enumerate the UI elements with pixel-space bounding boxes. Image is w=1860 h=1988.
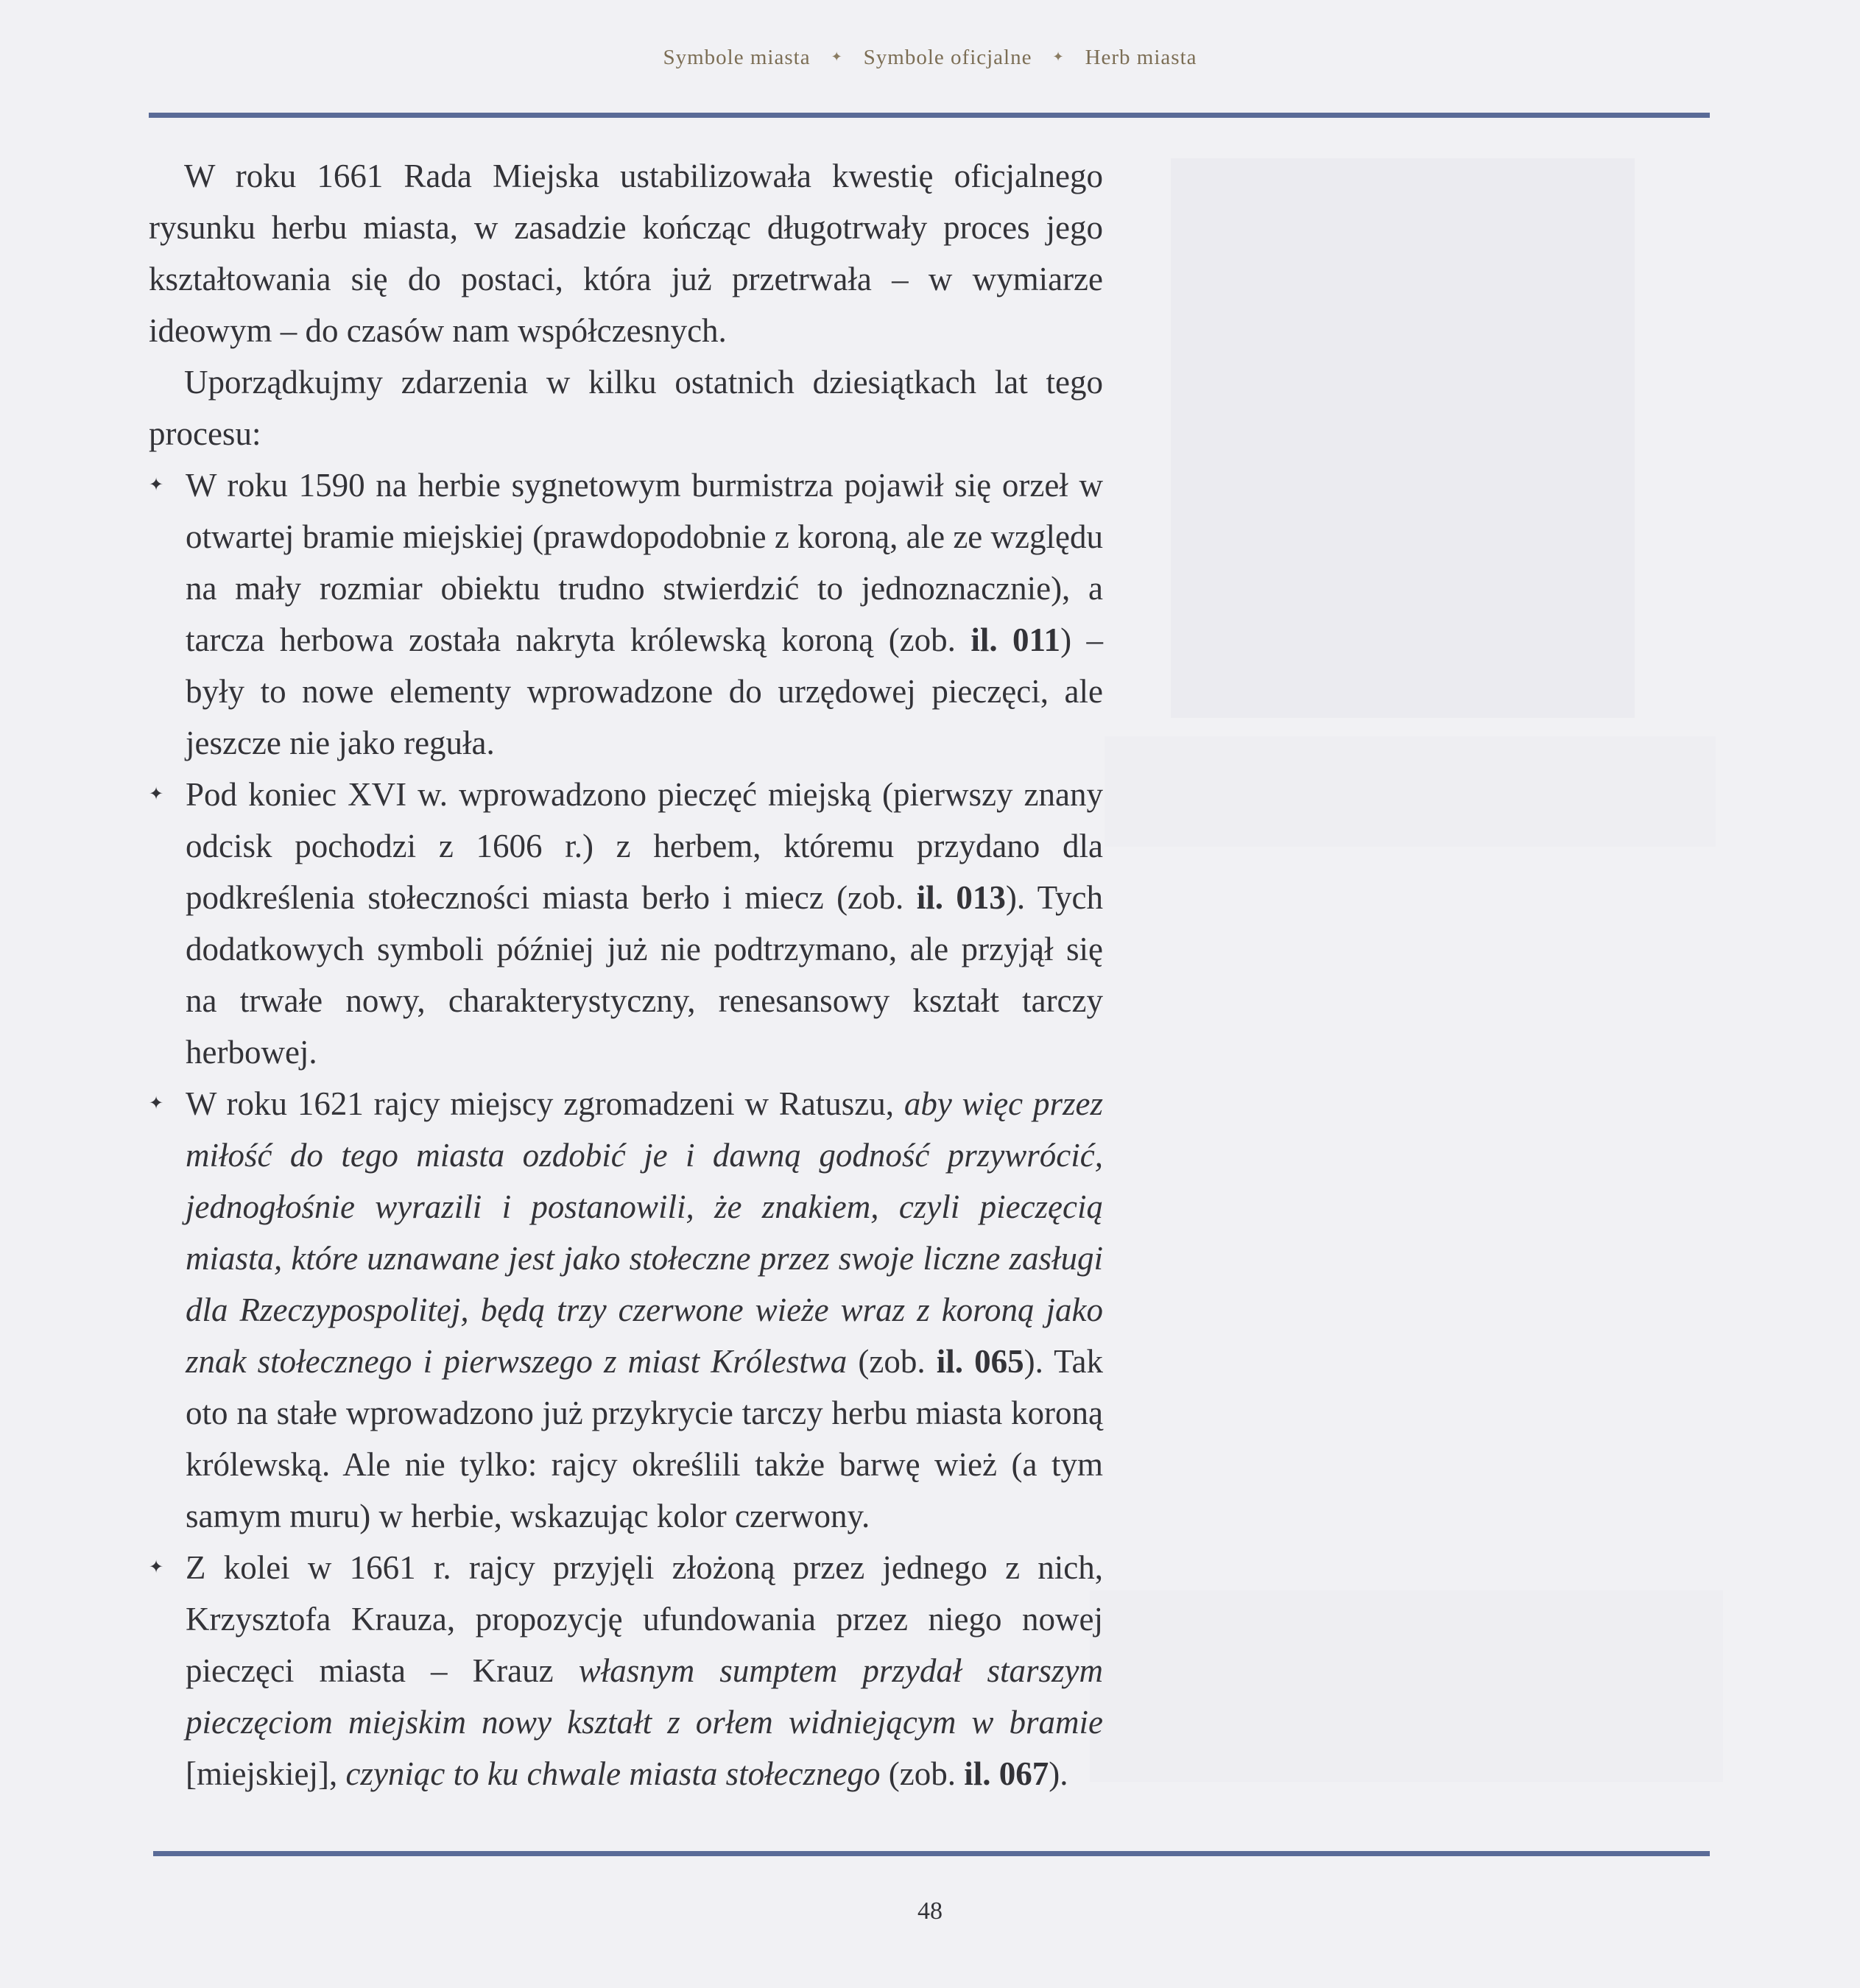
list-item-text: ). [1049, 1755, 1068, 1792]
header-section-symbole-oficjalne: Symbole oficjalne [863, 46, 1032, 69]
main-text [149, 150, 1103, 1800]
header-separator: ✦ [1052, 49, 1065, 64]
list-item-text: W roku 1621 rajcy miejscy zgromadzeni w Ratuszu, [186, 1085, 904, 1122]
list-item-text: W roku 1590 na herbie sygnetowym burmistrza pojawił się orzeł w otwartej bramie miejskiej (prawdopodobnie z koroną, ale ze względu na mały rozmiar obiektu trudno stwierdzić to jednoznacznie), a tarcza herbowa została nakryta królewską koroną (zob. [186, 467, 1103, 658]
footer-rule [153, 1851, 1710, 1856]
list-item-text: (zob. [847, 1343, 937, 1380]
background-caption-shadow-lower [1090, 1590, 1723, 1782]
header-section-herb-miasta: Herb miasta [1085, 46, 1197, 69]
header-separator: ✦ [831, 49, 843, 64]
figure-reference: il. 013 [916, 879, 1006, 916]
bullet-icon: ✦ [149, 476, 164, 495]
figure-reference: il. 065 [936, 1343, 1024, 1380]
quotation: własnym sumptem przydał starszym pieczęciom miejskim nowy kształt z orłem widniejącym w bramie [186, 1652, 1104, 1741]
list-item-text: [miejskiej], [186, 1755, 346, 1792]
bullet-icon: ✦ [149, 1094, 164, 1113]
bullet-icon: ✦ [149, 785, 164, 804]
list-item [149, 1078, 1103, 1542]
bullet-icon: ✦ [149, 1558, 164, 1577]
paragraph: W roku 1661 Rada Miejska ustabilizowała kwestię oficjalnego rysunku herbu miasta, w zasadzie kończąc długotrwały proces jego kształtowania się do postaci, która już przetrwała – w wymiarze ideowym – do czasów nam współczesnych. [149, 158, 1103, 349]
list-item-text: ). Tych dodatkowych symboli później już nie podtrzymano, ale przyjął się na trwałe nowy, charakterystyczny, renesansowy kształt tarczy herbowej. [186, 879, 1103, 1071]
header-rule [149, 113, 1710, 118]
figure-reference: il. 011 [970, 621, 1061, 658]
list-item-text: Pod koniec XVI w. wprowadzono pieczęć miejską (pierwszy znany odcisk pochodzi z 1606 r.) z herbem, któremu przydano dla podkreślenia stołeczności miasta berło i miecz (zob. [186, 776, 1103, 916]
page-number: 48 [917, 1897, 943, 1925]
running-header [0, 46, 1860, 70]
event-list [149, 459, 1103, 1800]
list-item [149, 459, 1103, 769]
background-image-shadow [1171, 158, 1635, 718]
paragraph: Uporządkujmy zdarzenia w kilku ostatnich dziesiątkach lat tego procesu: [149, 364, 1103, 452]
list-item [149, 1542, 1103, 1800]
list-item [149, 769, 1103, 1078]
quotation: czyniąc to ku chwale miasta stołecznego [345, 1755, 881, 1792]
quotation: aby więc przez miłość do tego miasta ozdobić je i dawną godność przywrócić, jednogłośnie wyrazili i postanowili, że znakiem, czyli pieczęcią miasta, które uznawane jest jako stołeczne przez swoje liczne zasługi dla Rzeczypospolitej, będą trzy czerwone wieże wraz z koroną jako znak stołecznego i pierwszego z miast Królestwa [186, 1085, 1103, 1380]
list-item-text: ). Tak oto na stałe wprowadzono już przykrycie tarczy herbu miasta koroną królewską. Ale nie tylko: rajcy określili także barwę wież (a tym samym muru) w herbie, wskazując kolor czerwony. [186, 1343, 1103, 1534]
list-item-text: (zob. [880, 1755, 965, 1792]
list-item-text: Z kolei w 1661 r. rajcy przyjęli złożoną przez jednego z nich, Krzysztofa Krauza, propozycję ufundowania przez niego nowej pieczęci miasta – Krauz [186, 1549, 1103, 1689]
figure-reference: il. 067 [964, 1755, 1049, 1792]
background-caption-shadow [1105, 736, 1716, 847]
list-item-text: ) – były to nowe elementy wprowadzone do urzędowej pieczęci, ale jeszcze nie jako reguła. [186, 621, 1103, 761]
header-section-symbole-miasta: Symbole miasta [663, 46, 811, 69]
